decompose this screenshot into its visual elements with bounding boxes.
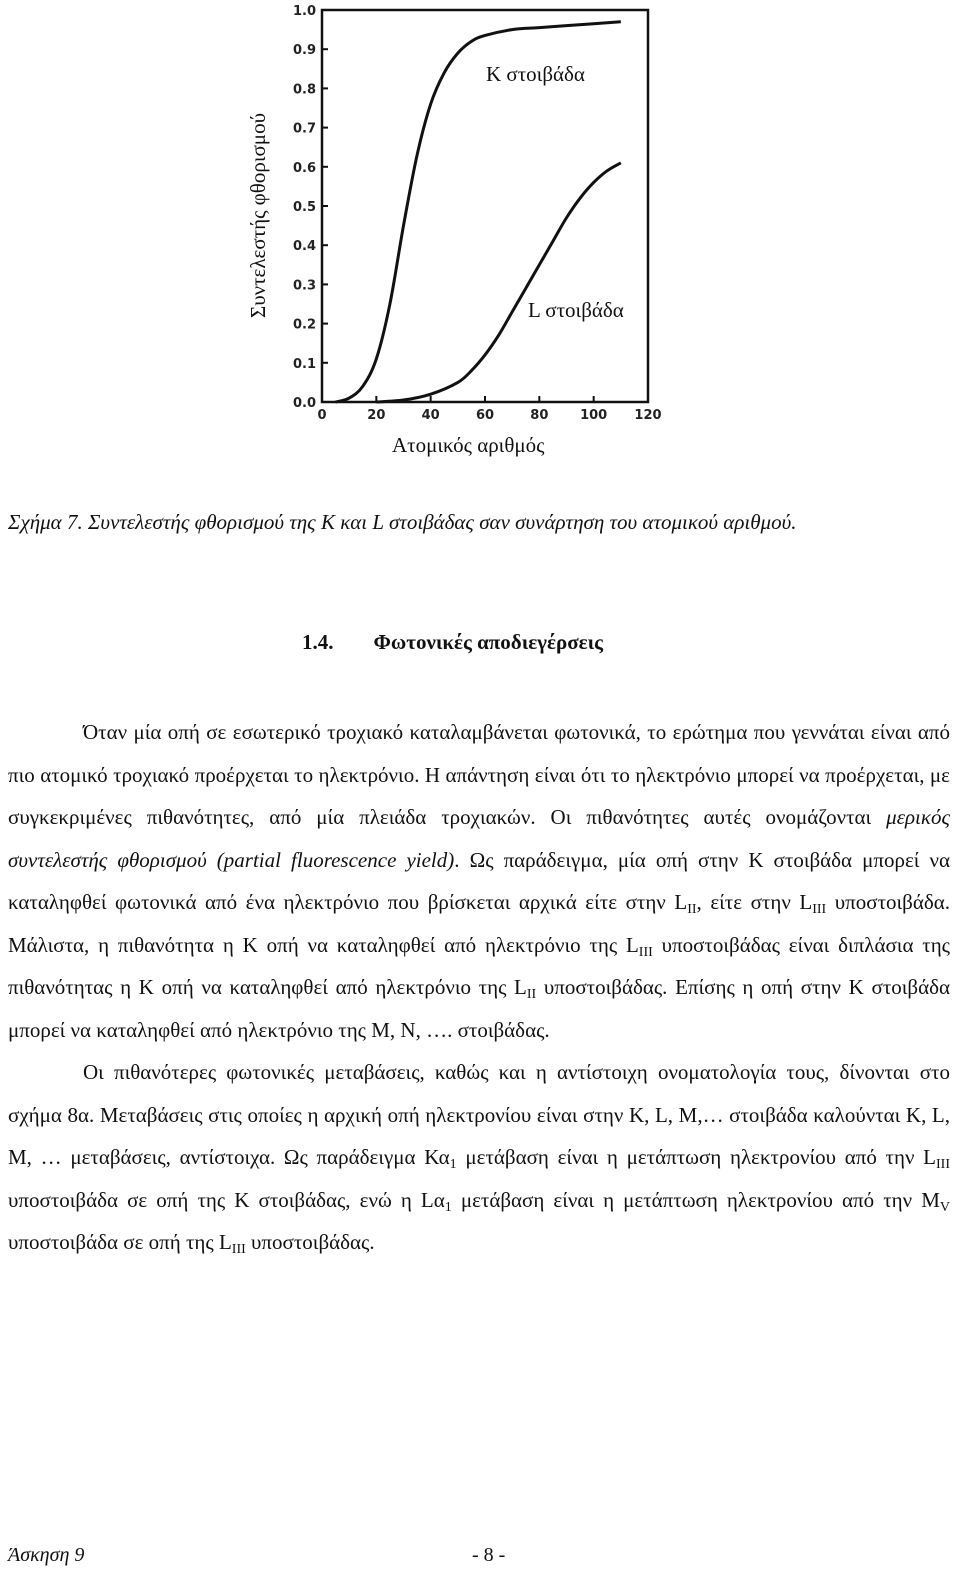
paragraph-1 <box>8 711 950 1051</box>
text-run: υποστοιβάδα σε οπή της L <box>8 1230 232 1254</box>
y-tick-label: 0.8 <box>292 82 316 98</box>
x-tick-label: 80 <box>530 408 549 423</box>
subscript: V <box>939 1199 950 1215</box>
subscript: III <box>638 944 653 960</box>
page-footer <box>8 1544 950 1574</box>
text-run: μετάβαση είναι η μετάπτωση ηλεκτρονίου από την L <box>456 1145 936 1169</box>
subscript: III <box>812 902 827 917</box>
y-tick-label: 1.0 <box>292 4 316 19</box>
subscript: 1 <box>444 1199 452 1215</box>
x-tick-label: 100 <box>580 408 608 423</box>
x-tick-label: 0 <box>317 408 327 423</box>
fluorescence-yield-chart <box>0 0 960 470</box>
subscript: III <box>936 1157 950 1172</box>
paragraph-2 <box>8 1051 950 1264</box>
section-number: 1.4. <box>302 630 334 654</box>
subscript: II <box>526 987 537 1002</box>
x-tick-label: 120 <box>634 408 662 423</box>
y-tick-label: 0.4 <box>292 239 316 255</box>
text-run: υποστοιβάδας είναι διπλάσια της πιθανότητας η Κ οπή να καταληφθεί από ηλεκτρόνιο της L <box>8 932 950 999</box>
l-shell-curve <box>376 163 620 402</box>
y-tick-label: 0.2 <box>292 317 316 333</box>
text-run: υποστοιβάδα. Μάλιστα, η πιθανότητα η Κ οπή να καταληφθεί από ηλεκτρόνιο της L <box>8 890 950 957</box>
chart-y-axis-label: Συντελεστής φθορισμού <box>246 113 270 318</box>
x-tick-label: 60 <box>475 408 495 423</box>
text-run: υποστοιβάδας. Επίσης η οπή στην Κ στοιβάδα μπορεί να καταληφθεί από ηλεκτρόνιο της Μ, Ν, …. στοιβάδας. <box>8 975 950 1042</box>
text-run: υποστοιβάδας. <box>245 1230 375 1254</box>
plot-frame <box>322 10 648 402</box>
text-run: , είτε στην L <box>696 890 813 914</box>
k-shell-label: Κ στοιβάδα <box>486 62 585 86</box>
text-run: . Ως παράδειγμα, μία οπή στην Κ στοιβάδα μπορεί να καταληφθεί φωτονικά από ένα ηλεκτρόνιο που βρίσκεται αρχικά είτε στην L <box>8 847 950 914</box>
x-tick-label: 20 <box>367 408 386 423</box>
chart-x-axis-label: Ατομικός αριθμός <box>392 433 545 457</box>
term-italic: μερικός συντελεστής φθορισμού (partial fluorescence yield) <box>8 805 950 872</box>
section-title: Φωτονικές αποδιεγέρσεις <box>373 630 603 654</box>
text-run: Οι πιθανότερες φωτονικές μεταβάσεις, καθώς και η αντίστοιχη ονοματολογία τους, δίνονται στο σχήμα 8α. Μεταβάσεις στις οποίες η αρχική οπή ηλεκτρονίου είναι στην Κ, L, M,… στοιβάδα καλούνται Κ, L, M, … μεταβάσεις, αντίστοιχα. Ως παράδειγμα Κα <box>8 1060 950 1169</box>
y-tick-label: 0.5 <box>292 200 316 215</box>
subscript: II <box>687 902 697 917</box>
y-tick-label: 0.9 <box>292 43 316 59</box>
text-run: μετάβαση είναι η μετάπτωση ηλεκτρονίου από την M <box>451 1187 940 1212</box>
figure-caption: Σχήμα 7. Συντελεστής φθορισμού της Κ και L στοιβάδας σαν συνάρτηση του ατομικού αριθμού. <box>8 510 797 534</box>
y-tick-label: 0.0 <box>292 396 316 411</box>
chart-canvas <box>0 0 960 470</box>
y-tick-label: 0.3 <box>292 278 316 294</box>
subscript: III <box>231 1242 246 1257</box>
l-shell-label: L στοιβάδα <box>528 298 624 322</box>
y-tick-label: 0.6 <box>292 160 316 176</box>
subscript: 1 <box>449 1157 457 1172</box>
section-heading <box>302 630 603 655</box>
page-number: - 8 - <box>472 1544 506 1566</box>
footer-exercise: Άσκηση 9 <box>8 1544 85 1566</box>
x-tick-label: 40 <box>421 408 440 423</box>
body-text <box>8 711 950 1264</box>
text-run: Όταν μία οπή σε εσωτερικό τροχιακό καταλαμβάνεται φωτονικά, το ερώτημα που γεννάται είναι από πιο ατομικό τροχιακό προέρχεται το ηλεκτρόνιο. Η απάντηση είναι ότι το ηλεκτρόνιο μπορεί να προέρχεται, με συγκεκριμένες πιθανότητες, από μία πλειάδα τροχιακών. Οι πιθανότητες αυτές ονομάζονται <box>8 720 950 829</box>
y-tick-label: 0.1 <box>292 356 316 372</box>
y-tick-label: 0.7 <box>292 121 316 137</box>
text-run: υποστοιβάδα σε οπή της Κ στοιβάδας, ενώ η Lα <box>8 1187 445 1212</box>
